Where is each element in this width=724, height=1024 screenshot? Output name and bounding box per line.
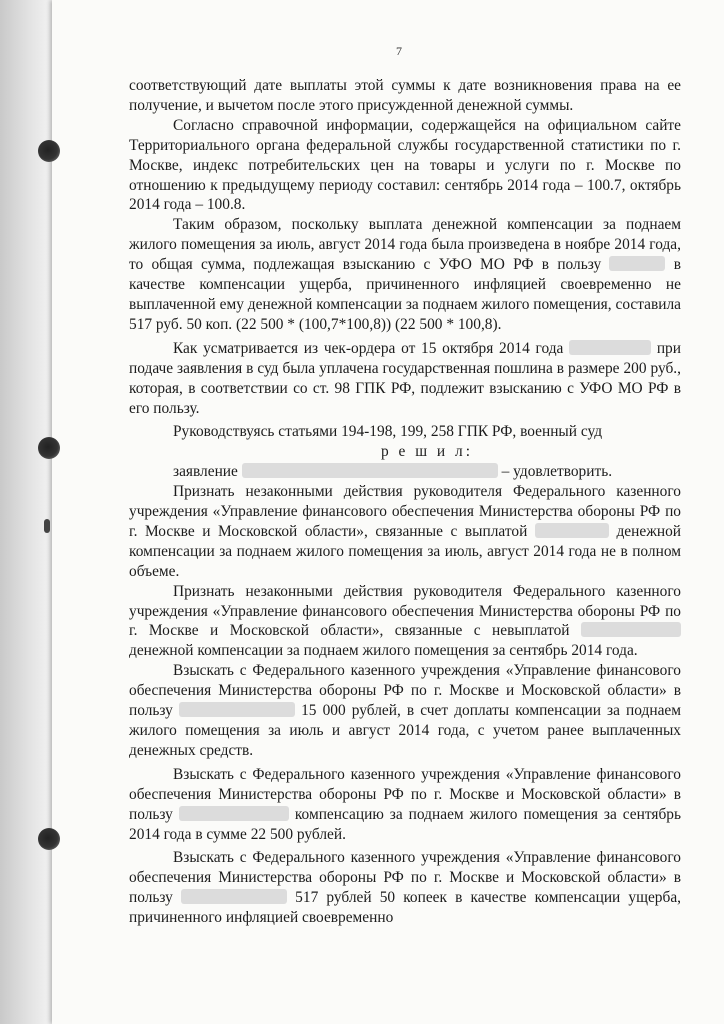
redacted-name (581, 622, 681, 637)
decision-heading: р е ш и л: (381, 443, 473, 461)
paragraph-6 (129, 462, 681, 482)
paragraph-9-start: Взыскать с Федерального казенного учреждения «Управление финансового обеспечения Министерства обороны РФ по г. Москве и Московской области» в пользу (129, 662, 681, 720)
paragraph-5: Руководствуясь статьями 194-198, 199, 258 ГПК РФ, военный суд (173, 423, 603, 441)
paragraph-10-start: Взыскать с Федерального казенного учреждения «Управление финансового обеспечения Министерства обороны РФ по г. Москве и Московской области» в пользу (129, 765, 681, 823)
binder-hole-middle (38, 437, 60, 459)
binder-hole-top (38, 140, 60, 162)
paragraph-9-end: 15 000 рублей, в счет доплаты компенсации за поднаем жилого помещения за июль и август 2014 года, с учетом ранее выплаченных денежных средств. (129, 702, 681, 759)
document-body (129, 76, 681, 928)
paragraph-11-start: Взыскать с Федерального казенного учреждения «Управление финансового обеспечения Министерства обороны РФ по г. Москве и Московской области» в пользу (129, 849, 681, 907)
binder-mark (44, 519, 50, 533)
redacted-name (609, 256, 665, 271)
paragraph-9 (129, 661, 681, 761)
redacted-name (181, 889, 287, 904)
paragraph-2: Согласно справочной информации, содержащейся на официальном сайте Территориального органа федеральной службы государственной статистики по г. Москве, индекс потребительских цен на товары и услуги по г. Москве по отношению к предыдущему периоду составил: сентябрь 2014 года – 100.7, октябрь 2014 года – 100.8. (129, 116, 681, 214)
paragraph-10-end: компенсацию за поднаем жилого помещения за сентябрь 2014 года в сумме 22 500 рублей. (129, 805, 681, 843)
paragraph-11-end: 517 рублей 50 копеек в качестве компенсации ущерба, причиненного инфляцией своевременно (129, 889, 682, 927)
paragraph-10 (129, 765, 681, 845)
binder-hole-bottom (38, 828, 60, 850)
paragraph-4-end: при подаче заявления в суд была уплачена государственная пошлина в размере 200 руб., которая, в соответствии со ст. 98 ГПК РФ, подлежит взысканию с УФО МО РФ в его пользу. (129, 339, 681, 417)
redacted-name (242, 463, 498, 478)
paragraph-1: соответствующий дате выплаты этой суммы к дате возникновения права на ее получение, и вычетом после этого присужденной денежной суммы. (129, 77, 681, 114)
paragraph-4 (129, 339, 681, 419)
paragraph-4-start: Как усматривается из чек-ордера от 15 октября 2014 года (173, 339, 564, 357)
paragraph-6-start: заявление (173, 463, 238, 481)
paragraph-7 (129, 482, 681, 582)
paragraph-8 (129, 582, 681, 662)
redacted-name (179, 806, 289, 821)
paragraph-7-start: Признать незаконными действия руководителя Федерального казенного учреждения «Управление финансового обеспечения Министерства обороны РФ по г. Москве и Московской области», связанные с выплатой (129, 483, 681, 540)
paragraph-3 (129, 215, 681, 334)
page-number: 7 (396, 44, 402, 58)
redacted-name (535, 523, 609, 538)
paragraph-3-start: Таким образом, поскольку выплата денежной компенсации за поднаем жилого помещения за июль, август 2014 года была произведена в ноябре 2014 года, то общая сумма, подлежащая взысканию с УФО МО РФ в пользу (129, 216, 681, 274)
redacted-name (569, 340, 651, 355)
paragraph-11 (129, 848, 681, 928)
paragraph-8-start: Признать незаконными действия руководителя Федерального казенного учреждения «Управление финансового обеспечения Министерства обороны РФ по г. Москве и Московской области», связанные с невыплатой (129, 582, 681, 640)
paragraph-6-end: – удовлетворить. (501, 463, 613, 481)
paragraph-3-end: в качестве компенсации ущерба, причиненного инфляцией своевременно не выплаченной ему денежной компенсации за поднаем жилого помещения, составила 517 руб. 50 коп. (22 500 * (100,7*100,8)) (22 500 * 100,8). (129, 256, 681, 333)
redacted-name (179, 702, 295, 717)
paragraph-8-end: денежной компенсации за поднаем жилого помещения за сентябрь 2014 года. (129, 642, 638, 660)
paragraph-7-end: денежной компенсации за поднаем жилого помещения за июль, август 2014 года не в полном объеме. (129, 522, 681, 580)
